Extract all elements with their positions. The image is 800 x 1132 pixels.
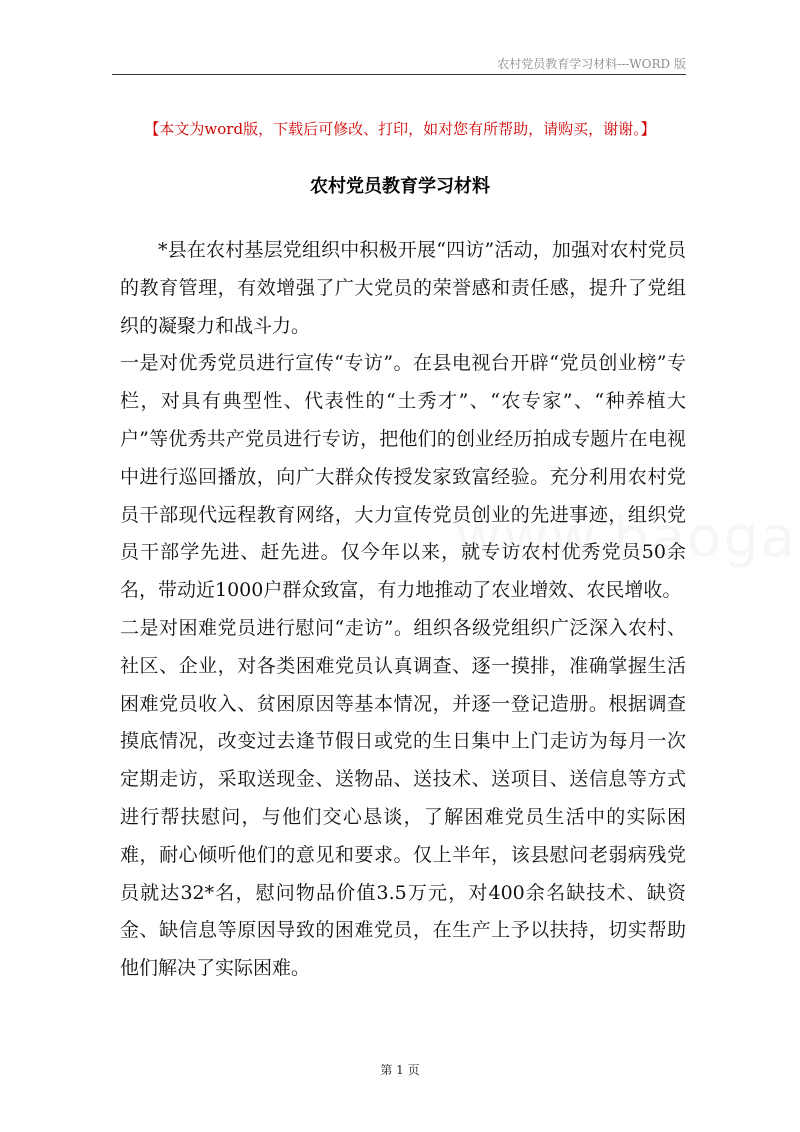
paragraph-intro: *县在农村基层党组织中积极开展“四访”活动，加强对农村党员的教育管理，有效增强了广大党员的荣誉感和责任感，提升了党组织的凝聚力和战斗力。 <box>120 239 686 337</box>
document-title: 农村党员教育学习材料 <box>310 176 490 197</box>
paragraph-visits-needy: 二是对困难党员进行慰问“走访”。组织各级党组织广泛深入农村、社区、企业，对各类困难党员认真调查、逐一摸排，准确掌握生活困难党员收入、贫困原因等基本情况，并逐一登记造册。根据调查摸底情况，改变过去逢节假日或党的生日集中上门走访为每月一次定期走访，采取送现金、送物品、送技术、送项目、送信息等方式进行帮扶慰问，与他们交心恳谈，了解困难党员生活中的实际困难，耐心倾听他们的意见和要求。仅上半年，该县慰问老弱病残党员就达32*名，慰问物品价值3.5万元，对400余名缺技术、缺资金、缺信息等原因导致的困难党员，在生产上予以扶持，切实帮助他们解决了实际困难。 <box>120 616 686 980</box>
download-notice: 【本文为word版，下载后可修改、打印，如对您有所帮助，请购买，谢谢。】 <box>144 120 656 138</box>
paragraph-visits-outstanding: 一是对优秀党员进行宣传“专访”。在县电视台开辟“党员创业榜”专栏，对具有典型性、代表性的“土秀才”、“农专家”、“种养植大户”等优秀共产党员进行专访，把他们的创业经历拍成专题片在电视中进行巡回播放，向广大群众传授发家致富经验。充分利用农村党员干部现代远程教育网络，大力宣传党员创业的先进事迹，组织党员干部学先进、赶先进。仅今年以来，就专访农村优秀党员50余名，带动近1000户群众致富，有力地推动了农业增效、农民增收。 <box>120 352 686 602</box>
header-title: 农村党员教育学习材料---WORD 版 <box>497 57 686 71</box>
page-header <box>112 52 686 75</box>
page-number: 第 1 页 <box>380 1063 420 1077</box>
document-body <box>120 232 686 988</box>
